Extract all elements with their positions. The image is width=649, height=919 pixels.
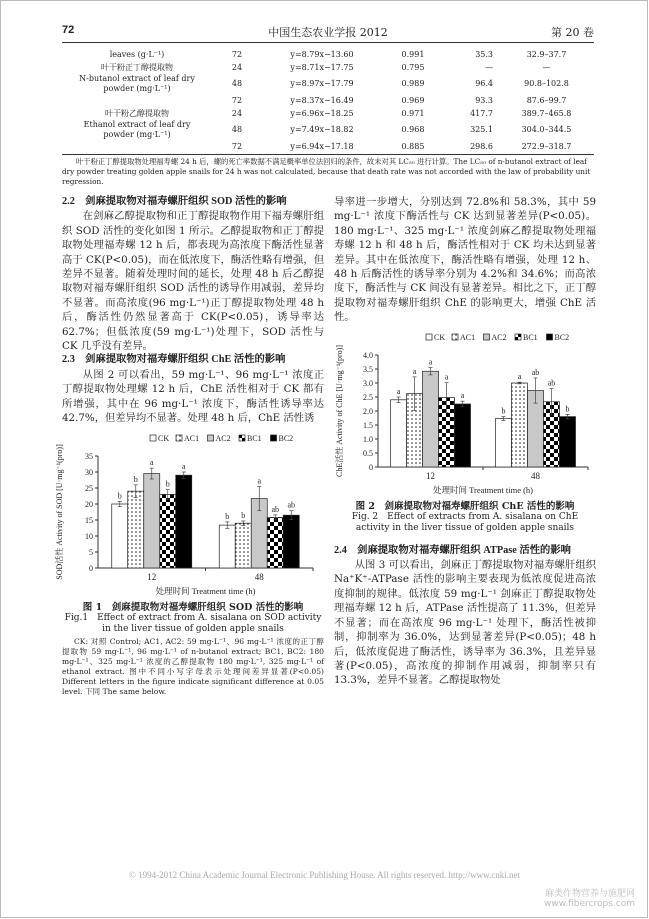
bar-ac2 <box>423 371 439 467</box>
fig2-caption-en: Fig. 2 Effect of extracts from A. sisalana on ChE activity in the liver tissue of golden apple snails <box>351 511 579 533</box>
cell-r <box>382 120 444 140</box>
cell-time <box>212 120 262 140</box>
cell-text: y=8.37x−16.49 <box>290 95 354 105</box>
cell-text: 48 <box>231 79 243 88</box>
bar-bc2 <box>455 404 471 467</box>
table-row <box>62 140 594 153</box>
x-axis-title: 处理时间 Treatment time (h) <box>432 484 534 495</box>
cell-ci <box>499 107 594 120</box>
significance-label: a <box>149 457 154 467</box>
y-tick-label: 2.5 <box>363 392 373 402</box>
legend-label: AC2 <box>491 332 507 342</box>
significance-label: b <box>165 479 170 489</box>
fig2-caption-cn: 图 2 剑麻提取物对福寿螺肝组织 ChE 活性的影响 <box>355 500 575 512</box>
cell-text: 0.969 <box>401 95 425 105</box>
bar-bc1 <box>267 517 283 568</box>
significance-label: b <box>133 474 138 484</box>
cell-lc50 <box>444 120 499 140</box>
section-2-3-continued: 导率进一步增大，分别达到 72.8%和 58.3%，其中 59 mg·L⁻¹ 浓度下酶活性与 CK 达到显著差异(P<0.05)。180 mg·L⁻¹、325 mg·L⁻¹ 浓度剑麻乙醇提取物处理福寿螺 12 h 和 48 h 后，酶活性相对于 CK 均未达到显著差异。其中在低浓度下，酶活性略有增强，处理 12 h、48 h 后酶活性的诱导率分别为 4.2%和 34.6%；而高浓度下，酶活性与 CK 间没有显著差异。相比之下，正丁醇提取物对福寿螺肝组织 ChE 的影响更大，增强 ChE 活性。 <box>334 196 596 324</box>
watermark-cn: 麻类作物营养与施肥网 <box>544 889 635 899</box>
cell-text: 0.968 <box>401 125 425 134</box>
cell-text: N-butanol extract of leaf dry <box>79 74 195 83</box>
cell-time <box>212 107 262 120</box>
table-bottom-rule <box>62 154 594 155</box>
y-tick-label: 10 <box>85 531 93 541</box>
y-tick-label: 25 <box>85 483 93 493</box>
cell-text: 0.989 <box>401 79 425 88</box>
y-tick-label: 5 <box>89 547 93 557</box>
lc50-table <box>62 48 594 153</box>
cell-label <box>62 107 212 120</box>
y-tick-label: 20 <box>85 499 93 509</box>
cell-eq <box>262 61 382 74</box>
y-tick-label: 30 <box>85 467 93 477</box>
cell-text: — <box>485 62 493 72</box>
cell-text: 48 <box>231 125 243 134</box>
fig1-note: CK: 对照 Control; AC1, AC2: 59 mg·L⁻¹、96 mg·L⁻¹ 浓度的正丁醇提取物 59 mg·L⁻¹, 96 mg·L⁻¹ of n-butanol extract; BC1, BC2: 180 mg·L⁻¹、325 mg·L⁻¹ 浓度的乙醇提取物 180 mg·L⁻¹, 325 mg·L⁻¹ of ethanol extract. 图中不同小写字母表示处理间差异显著(P<0.05) Different letters in the figure indicate significant difference at 0.05 level. 下同 The same below. <box>62 636 324 696</box>
cell-ci <box>499 74 594 94</box>
bar-ck <box>219 525 235 568</box>
cell-text: 93.3 <box>475 95 493 105</box>
legend-swatch-ck <box>150 435 156 441</box>
cell-eq <box>262 74 382 94</box>
cell-text: 298.6 <box>470 141 493 151</box>
significance-label: a <box>517 371 522 381</box>
fig1-caption-en: Fig.1 Effect of extract from A. sisalana on SOD activity in the liver tissue of golden apple snails <box>64 612 322 634</box>
legend-swatch-bc2 <box>547 334 553 340</box>
significance-label: ab <box>531 367 540 377</box>
table-footnote: 叶干粉正丁醇提取物处理福寿螺 24 h 后，螺的死亡率数据不满足概率单位法回归的条件，故未对其 LC₅₀ 进行计算。The LC₅₀ of n-butanol extract of leaf dry powder treating golden apple snails for 24 h was not calculated, because that death rate was not accorded with the law of probability unit regression. <box>62 157 591 186</box>
cell-text: 0.795 <box>401 62 425 72</box>
cell-text-line2: powder (mg·L⁻¹) <box>103 84 171 93</box>
cell-time <box>212 74 262 94</box>
section-2-4-body: 从图 3 可以看出，剑麻正丁醇提取物对福寿螺肝组织 Na⁺K⁺-ATPase 活性的影响主要表现为低浓度促进高浓度抑制的规律。低浓度 59 mg·L⁻¹ 剑麻正丁醇提取物处理福寿螺 12 h 后，ATPase 活性提高了 11.3%，但差异不显著；而在高浓度 96 mg·L⁻¹ 处理下，酶活性被抑制，抑制率为 36.0%，达到显著差异(P<0.05)；48 h 后，低浓度促进了酶活性，诱导率为 36.3%，且差异显著(P<0.05)，高浓度的抑制作用减弱，抑制率只有 13.3%，差异不显著。乙醇提取物处 <box>334 559 596 687</box>
cell-time <box>212 61 262 74</box>
y-tick-label: 0 <box>369 462 373 472</box>
cell-text: 325.1 <box>470 125 493 134</box>
cell-r <box>382 48 444 61</box>
significance-label: a <box>412 366 417 376</box>
y-tick-label: 35 <box>85 451 93 461</box>
significance-label: b <box>225 511 230 521</box>
cell-text: 90.8–102.8 <box>524 79 569 88</box>
y-tick-label: 15 <box>85 515 93 525</box>
cell-text-line2: powder (mg·L⁻¹) <box>103 130 171 139</box>
cell-r <box>382 107 444 120</box>
cell-text: — <box>542 62 551 72</box>
y-tick-label: 4.0 <box>363 350 373 360</box>
cell-text: 72 <box>231 95 243 105</box>
copyright-footer: © 1994-2012 China Academic Journal Electronic Publishing House. All rights reserved. http://www.cnki.net <box>129 870 520 880</box>
section-2-3-heading: 2.3 剑麻提取物对福寿螺肝组织 ChE 活性的影响 <box>62 354 286 366</box>
legend-label: CK <box>434 332 446 342</box>
cell-ci <box>499 120 594 140</box>
cell-label <box>62 140 212 153</box>
bar-bc2 <box>560 416 576 466</box>
fig1-caption-cn: 图 1 剑麻提取物对福寿螺肝组织 SOD 活性的影响 <box>82 601 304 613</box>
cell-eq <box>262 94 382 107</box>
cell-lc50 <box>444 61 499 74</box>
cell-ci <box>499 140 594 153</box>
cell-text: 87.6–99.7 <box>526 95 567 105</box>
cell-text: 24 <box>231 62 243 72</box>
cell-text: 叶干粉乙醇提取物 <box>105 108 169 118</box>
cell-eq <box>262 107 382 120</box>
y-axis-title: ChE活性 Activity of ChE [U·mg⁻¹(pro)] <box>335 344 344 477</box>
table-row <box>62 107 594 120</box>
cell-eq <box>262 48 382 61</box>
journal-title: 中国生态农业学报 2012 <box>268 26 388 39</box>
legend-label: AC2 <box>215 433 231 443</box>
significance-label: a <box>396 386 401 396</box>
legend-label: AC1 <box>460 332 476 342</box>
cell-text: 389.7–465.8 <box>521 108 572 118</box>
cell-label <box>62 94 212 107</box>
bar-bc2 <box>176 475 192 568</box>
significance-label: a <box>257 475 262 485</box>
cell-lc50 <box>444 107 499 120</box>
left-column-text <box>62 195 324 426</box>
legend-label: AC1 <box>184 433 200 443</box>
cell-text: y=8.79x−13.60 <box>290 49 354 59</box>
cell-text: y=8.97x−17.79 <box>290 79 354 88</box>
cell-text: 0.991 <box>401 49 425 59</box>
watermark-url: www.fibercrops.com <box>544 899 635 909</box>
cell-ci <box>499 94 594 107</box>
page-number: 72 <box>62 24 75 36</box>
significance-label: a <box>444 372 449 382</box>
cell-time <box>212 140 262 153</box>
cell-label <box>62 74 212 94</box>
cell-text: 24 <box>231 108 243 118</box>
cell-lc50 <box>444 48 499 61</box>
cell-label <box>62 120 212 140</box>
running-header <box>62 22 594 43</box>
section-2-4 <box>334 544 596 688</box>
table-row <box>62 94 594 107</box>
cell-eq <box>262 140 382 153</box>
figure-1-caption <box>62 602 324 697</box>
cell-text: y=6.96x−18.25 <box>290 108 354 118</box>
cell-text: Ethanol extract of leaf dry <box>83 120 191 129</box>
left-column <box>55 195 324 697</box>
significance-label: b <box>241 510 246 520</box>
cell-text: 叶干粉正丁醇提取物 <box>101 62 173 72</box>
table-row <box>62 74 594 94</box>
cell-r <box>382 140 444 153</box>
cell-r <box>382 94 444 107</box>
cell-text: y=6.94x−17.18 <box>290 141 354 151</box>
y-tick-label: 0.5 <box>363 448 373 458</box>
bar-ck <box>391 399 407 466</box>
right-column-text <box>334 195 596 325</box>
bar-bc2 <box>283 515 299 568</box>
figure-2-caption <box>334 501 596 534</box>
legend-swatch-ac1 <box>176 435 182 441</box>
section-2-4-heading: 2.4 剑麻提取物对福寿螺肝组织 ATPase 活性的影响 <box>334 544 571 556</box>
volume-label: 第 20 卷 <box>551 26 594 39</box>
legend-swatch-bc1 <box>515 334 521 340</box>
y-tick-label: 3.5 <box>363 364 373 374</box>
cell-r <box>382 74 444 94</box>
cell-ci <box>499 48 594 61</box>
cell-text: 0.885 <box>401 141 425 151</box>
significance-label: a <box>460 390 465 400</box>
x-tick-label: 48 <box>531 470 540 481</box>
y-tick-label: 1.5 <box>363 420 373 430</box>
y-tick-label: 2.0 <box>363 406 373 416</box>
cell-text: 72 <box>231 141 243 151</box>
section-2-3-body: 从图 2 可以看出，59 mg·L⁻¹、96 mg·L⁻¹ 浓度正丁醇提取物处理螺 12 h 后，ChE 活性相对于 CK 都有所增强，其中在 96 mg·L⁻¹ 浓度下，酶活性诱导率达 42.7%，但差异均不显著。处理 48 h 后，ChE 活性诱 <box>62 368 324 425</box>
x-tick-label: 12 <box>147 571 157 582</box>
cell-lc50 <box>444 94 499 107</box>
cell-label <box>62 61 212 74</box>
bar-bc1 <box>160 494 176 568</box>
legend-label: BC2 <box>278 433 294 443</box>
table-row <box>62 120 594 140</box>
cell-text: 35.3 <box>475 49 493 59</box>
legend-label: BC1 <box>247 433 262 443</box>
cell-text: 272.9–318.7 <box>521 141 572 151</box>
legend-swatch-ck <box>426 334 432 340</box>
section-2-2-body: 在剑麻乙醇提取物和正丁醇提取物作用下福寿螺肝组织 SOD 活性的变化如图 1 所示。乙醇提取物和正丁醇提取物处理福寿螺 12 h 后，都表现为高浓度下酶活性显著高于 CK(P<0.05)，而在低浓度下，酶活性略有增强，但差异不显著。随着处理时间的延长，处理 48 h 后乙醇提取物对福寿螺肝组织 SOD 活性的诱导作用减弱，差异均不显著。而高浓度(96 mg·L⁻¹)正丁醇提取物处理 48 h 后，酶活性仍然显著高于 CK(P<0.05)，诱导率达 62.7%；但低浓度(59 mg·L⁻¹)处理下，SOD 活性与 CK 几乎没有差异。 <box>62 210 324 353</box>
cell-lc50 <box>444 74 499 94</box>
cell-label <box>62 48 212 61</box>
cell-text: 32.9–37.7 <box>526 49 567 59</box>
section-2-2-heading: 2.2 剑麻提取物对福寿螺肝组织 SOD 活性的影响 <box>62 196 287 207</box>
significance-label: b <box>501 406 506 416</box>
legend-swatch-ac1 <box>452 334 458 340</box>
significance-label: ab <box>271 504 280 514</box>
significance-label: ab <box>287 500 296 510</box>
cell-lc50 <box>444 140 499 153</box>
legend-swatch-ac2 <box>208 435 214 441</box>
cell-text: y=7.49x−18.82 <box>290 125 354 134</box>
significance-label: b <box>117 490 122 500</box>
table-row <box>62 48 594 61</box>
cell-ci <box>499 61 594 74</box>
legend-swatch-bc2 <box>271 435 277 441</box>
x-axis-title: 处理时间 Treatment time (h) <box>155 585 256 596</box>
cell-text: 72 <box>231 49 243 59</box>
bar-ac1 <box>235 523 251 568</box>
cell-text: 96.4 <box>475 79 493 88</box>
significance-label: a <box>181 461 186 471</box>
cell-time <box>212 94 262 107</box>
x-tick-label: 12 <box>426 470 435 481</box>
y-axis-title: SOD活性 Activity of SOD [U·mg⁻¹(pro)] <box>55 443 64 580</box>
cell-time <box>212 48 262 61</box>
legend-swatch-ac2 <box>484 334 490 340</box>
legend-label: CK <box>158 433 170 443</box>
right-column <box>334 195 596 688</box>
table-row <box>62 61 594 74</box>
bar-ac2 <box>144 473 160 567</box>
sod-chart <box>50 430 330 600</box>
bar-ac1 <box>128 491 144 568</box>
bar-ck <box>496 418 512 466</box>
cell-text: 304.0–344.5 <box>521 125 572 134</box>
y-tick-label: 1.0 <box>363 434 373 444</box>
cell-text: 0.971 <box>401 108 425 118</box>
significance-label: b <box>565 404 570 414</box>
cell-text: 417.7 <box>470 108 493 118</box>
bar-ac1 <box>512 383 528 467</box>
y-tick-label: 0 <box>89 563 93 573</box>
cell-eq <box>262 120 382 140</box>
x-tick-label: 48 <box>254 571 264 582</box>
che-chart <box>330 329 600 499</box>
cell-text: y=8.71x−17.75 <box>290 62 354 72</box>
y-tick-label: 3.0 <box>363 378 373 388</box>
legend-swatch-bc1 <box>239 435 245 441</box>
legend-label: BC1 <box>523 332 538 342</box>
cell-r <box>382 61 444 74</box>
legend-label: BC2 <box>554 332 570 342</box>
significance-label: ab <box>547 378 556 388</box>
significance-label: a <box>428 357 433 367</box>
bar-ck <box>112 504 128 568</box>
cell-text: leaves (g·L⁻¹) <box>109 49 165 59</box>
